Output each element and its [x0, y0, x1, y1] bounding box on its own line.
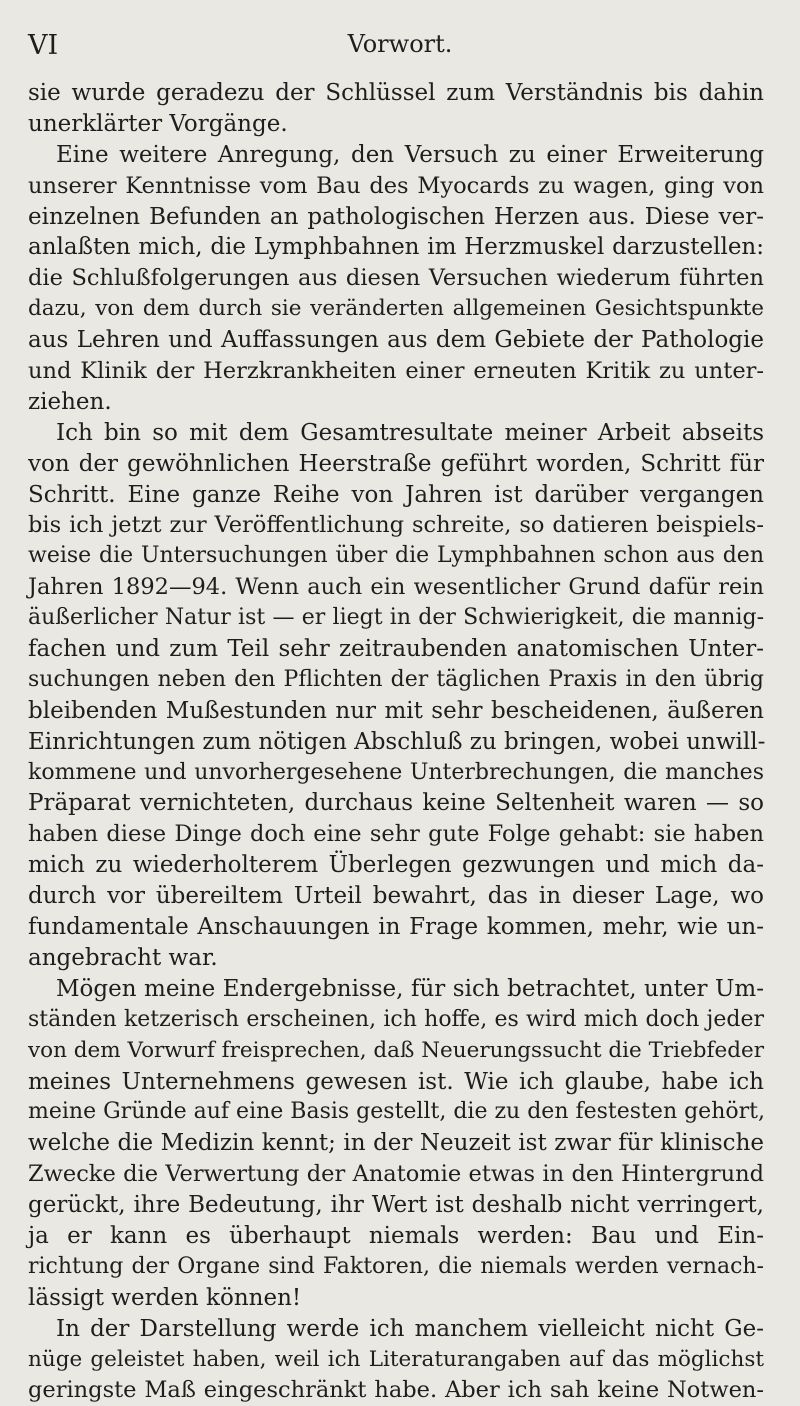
text-line: äußerlicher Natur ist — er liegt in der Schwierigkeit, die mannig- [28, 605, 764, 631]
text-line: geringste Maß eingeschränkt habe. Aber ich sah keine Notwen- [28, 1377, 764, 1404]
text-line: einzelnen Befunden an pathologischen Herzen aus. Diese ver- [28, 203, 764, 230]
text-line: bis ich jetzt zur Veröffentlichung schreite, so datieren beispiels- [28, 512, 764, 539]
text-line: anlaßten mich, die Lymphbahnen im Herzmuskel darzustellen: [28, 234, 764, 261]
text-line: Mögen meine Endergebnisse, für sich betrachtet, unter Um- [56, 975, 764, 1002]
text-line: kommene und unvorhergesehene Unterbrechungen, die manches [28, 759, 764, 785]
text-line: gerückt, ihre Bedeutung, ihr Wert ist deshalb nicht verringert, [28, 1192, 764, 1219]
text-line: suchungen neben den Pflichten der täglichen Praxis in den übrig [28, 666, 764, 692]
text-line: angebracht war. [28, 944, 218, 971]
text-line: aus Lehren und Auffassungen aus dem Gebiete der Pathologie [28, 327, 764, 354]
body-text [28, 78, 764, 1406]
text-line: welche die Medizin kennt; in der Neuzeit ist zwar für klinische [28, 1130, 764, 1157]
text-line: meine Gründe auf eine Basis gestellt, die zu den festesten gehört, [28, 1099, 765, 1125]
text-line: Einrichtungen zum nötigen Abschluß zu bringen, wobei unwill- [28, 728, 766, 755]
text-line: lässigt werden können! [28, 1284, 302, 1311]
text-line: nüge geleistet haben, weil ich Literaturangaben auf das möglichst [28, 1346, 764, 1372]
text-line: fundamentale Anschauungen in Frage kommen, mehr, wie un- [28, 914, 764, 941]
text-line: Schritt. Eine ganze Reihe von Jahren ist darüber vergangen [28, 481, 764, 508]
page-header [28, 30, 772, 66]
text-line: ständen ketzerisch erscheinen, ich hoffe, es wird mich doch jeder [28, 1006, 764, 1032]
text-line: Präparat vernichteten, durchaus keine Seltenheit waren — so [28, 790, 764, 817]
text-line: weise die Untersuchungen über die Lymphbahnen schon aus den [28, 543, 764, 569]
running-head: Vorwort. [347, 30, 453, 58]
text-line: unserer Kenntnisse vom Bau des Myocards zu wagen, ging von [28, 172, 764, 199]
text-line: dazu, von dem durch sie veränderten allgemeinen Gesichtspunkte [28, 296, 764, 322]
text-line: von dem Vorwurf freisprechen, daß Neuerungssucht die Triebfeder [28, 1037, 764, 1063]
text-line: fachen und zum Teil sehr zeitraubenden anatomischen Unter- [28, 636, 764, 663]
text-line: bleibenden Mußestunden nur mit sehr bescheidenen, äußeren [28, 697, 764, 724]
text-line: richtung der Organe sind Faktoren, die niemals werden vernach- [28, 1253, 764, 1279]
text-line: sie wurde geradezu der Schlüssel zum Verständnis bis dahin [28, 80, 764, 106]
text-line: von der gewöhnlichen Heerstraße geführt worden, Schritt für [28, 450, 764, 477]
text-line: durch vor übereiltem Urteil bewahrt, das in dieser Lage, wo [28, 883, 764, 910]
text-line: unerklärter Vorgänge. [28, 110, 288, 137]
text-line: meines Unternehmens gewesen ist. Wie ich glaube, habe ich [28, 1068, 764, 1095]
page-number: VI [28, 30, 59, 61]
text-line: mich zu wiederholterem Überlegen gezwungen und mich da- [28, 852, 764, 879]
text-line: Eine weitere Anregung, den Versuch zu einer Erweiterung [56, 141, 764, 168]
text-line: Jahren 1892—94. Wenn auch ein wesentlicher Grund dafür rein [28, 574, 764, 601]
text-line: ziehen. [28, 388, 112, 415]
text-line: haben diese Dinge doch eine sehr gute Folge gehabt: sie haben [28, 821, 764, 848]
text-line: Ich bin so mit dem Gesamtresultate meiner Arbeit abseits [56, 419, 764, 446]
text-line: In der Darstellung werde ich manchem vielleicht nicht Ge- [56, 1315, 764, 1342]
text-line: und Klinik der Herzkrankheiten einer erneuten Kritik zu unter- [28, 358, 764, 385]
text-line: ja er kann es überhaupt niemals werden: Bau und Ein- [28, 1222, 764, 1249]
text-line: Zwecke die Verwertung der Anatomie etwas in den Hintergrund [28, 1161, 764, 1188]
text-line: die Schlußfolgerungen aus diesen Versuchen wiederum führten [28, 265, 764, 292]
